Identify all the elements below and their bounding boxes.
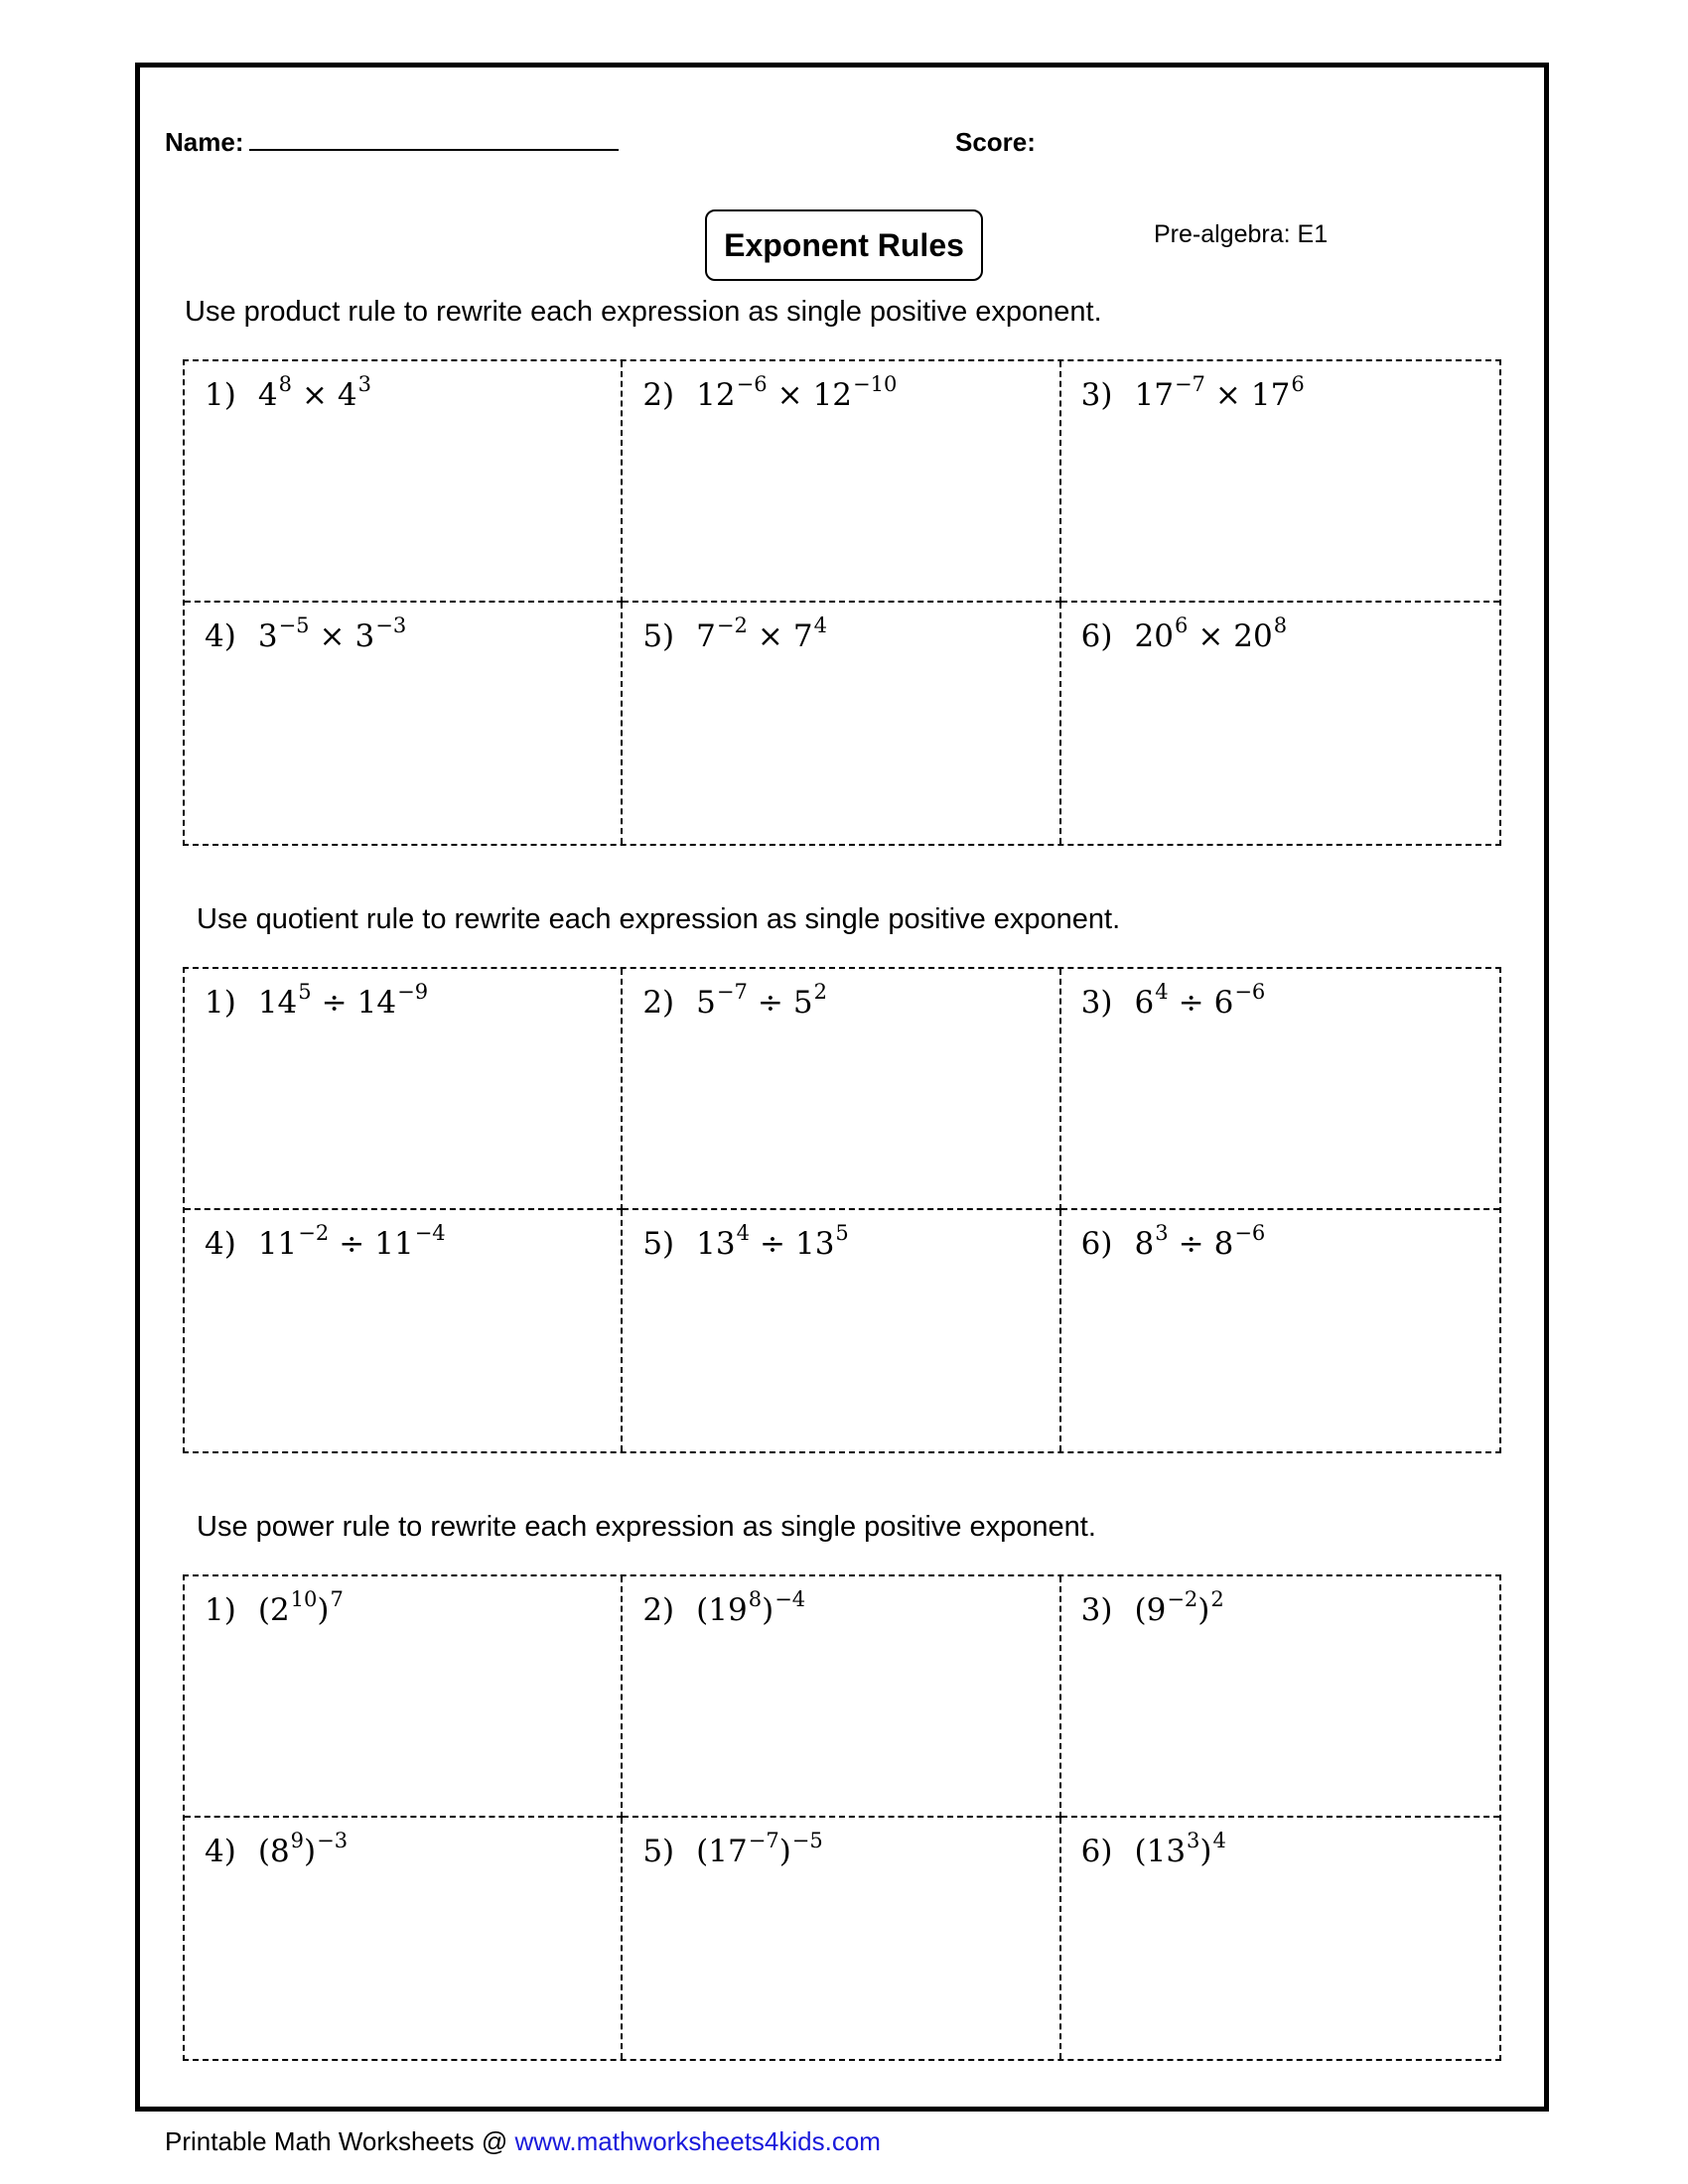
problem-expression: 4) $(8^9)^{-3}$ (205, 1829, 349, 1869)
problem-expression: 6) $20^6 \times 20^8$ (1080, 614, 1288, 654)
problem-expression: 4) $3^{-5} \times 3^{-3}$ (205, 614, 407, 654)
quotient-rule-grid (183, 967, 1501, 1453)
problem-expression: 5) $13^4 \div 13^5$ (642, 1221, 849, 1262)
footer-text: Printable Math Worksheets @ (165, 2126, 515, 2156)
level-label: Pre-algebra: E1 (1154, 220, 1329, 248)
problem-cell (1061, 1210, 1499, 1451)
power-rule-instruction: Use power rule to rewrite each expression as single positive exponent. (197, 1511, 1096, 1543)
worksheet-title: Exponent Rules (705, 209, 983, 281)
name-label: Name: (165, 127, 244, 157)
score-label: Score: (955, 127, 1036, 157)
problem-cell (185, 1576, 623, 1818)
quotient-rule-instruction: Use quotient rule to rewrite each expression as single positive exponent. (197, 903, 1121, 935)
problem-cell (623, 1576, 1060, 1818)
problem-cell (185, 603, 623, 844)
problem-cell (185, 969, 623, 1210)
problem-cell (623, 603, 1060, 844)
problem-expression: 2) $12^{-6} \times 12^{-10}$ (642, 372, 898, 413)
problem-cell (1061, 1818, 1499, 2059)
product-rule-grid (183, 359, 1501, 846)
problem-cell (623, 1818, 1060, 2059)
problem-cell (1061, 361, 1499, 603)
problem-expression: 5) $7^{-2} \times 7^4$ (642, 614, 827, 654)
problem-expression: 6) $8^3 \div 8^{-6}$ (1080, 1221, 1266, 1262)
problem-expression: 2) $5^{-7} \div 5^2$ (642, 980, 827, 1021)
problem-cell (623, 361, 1060, 603)
problem-cell (1061, 1576, 1499, 1818)
footer (165, 2126, 881, 2157)
problem-cell (623, 1210, 1060, 1451)
problem-expression: 3) $6^4 \div 6^{-6}$ (1080, 980, 1266, 1021)
problem-cell (185, 1818, 623, 2059)
problem-expression: 1) $(2^{10})^7$ (205, 1587, 344, 1628)
problem-cell (623, 969, 1060, 1210)
problem-cell (1061, 603, 1499, 844)
name-field (165, 127, 619, 158)
problem-expression: 3) $(9^{-2})^2$ (1080, 1587, 1224, 1628)
footer-link[interactable]: www.mathworksheets4kids.com (514, 2126, 881, 2156)
product-rule-instruction: Use product rule to rewrite each expression as single positive exponent. (185, 296, 1102, 328)
power-rule-grid (183, 1574, 1501, 2061)
problem-cell (1061, 969, 1499, 1210)
name-blank-line[interactable] (249, 127, 619, 151)
problem-expression: 5) $(17^{-7})^{-5}$ (642, 1829, 823, 1869)
problem-expression: 1) $14^5 \div 14^{-9}$ (205, 980, 429, 1021)
problem-expression: 2) $(19^8)^{-4}$ (642, 1587, 806, 1628)
problem-expression: 6) $(13^3)^4$ (1080, 1829, 1226, 1869)
problem-expression: 1) $4^8 \times 4^3$ (205, 372, 372, 413)
problem-cell (185, 1210, 623, 1451)
problem-expression: 4) $11^{-2} \div 11^{-4}$ (205, 1221, 446, 1262)
problem-expression: 3) $17^{-7} \times 17^6$ (1080, 372, 1305, 413)
problem-cell (185, 361, 623, 603)
